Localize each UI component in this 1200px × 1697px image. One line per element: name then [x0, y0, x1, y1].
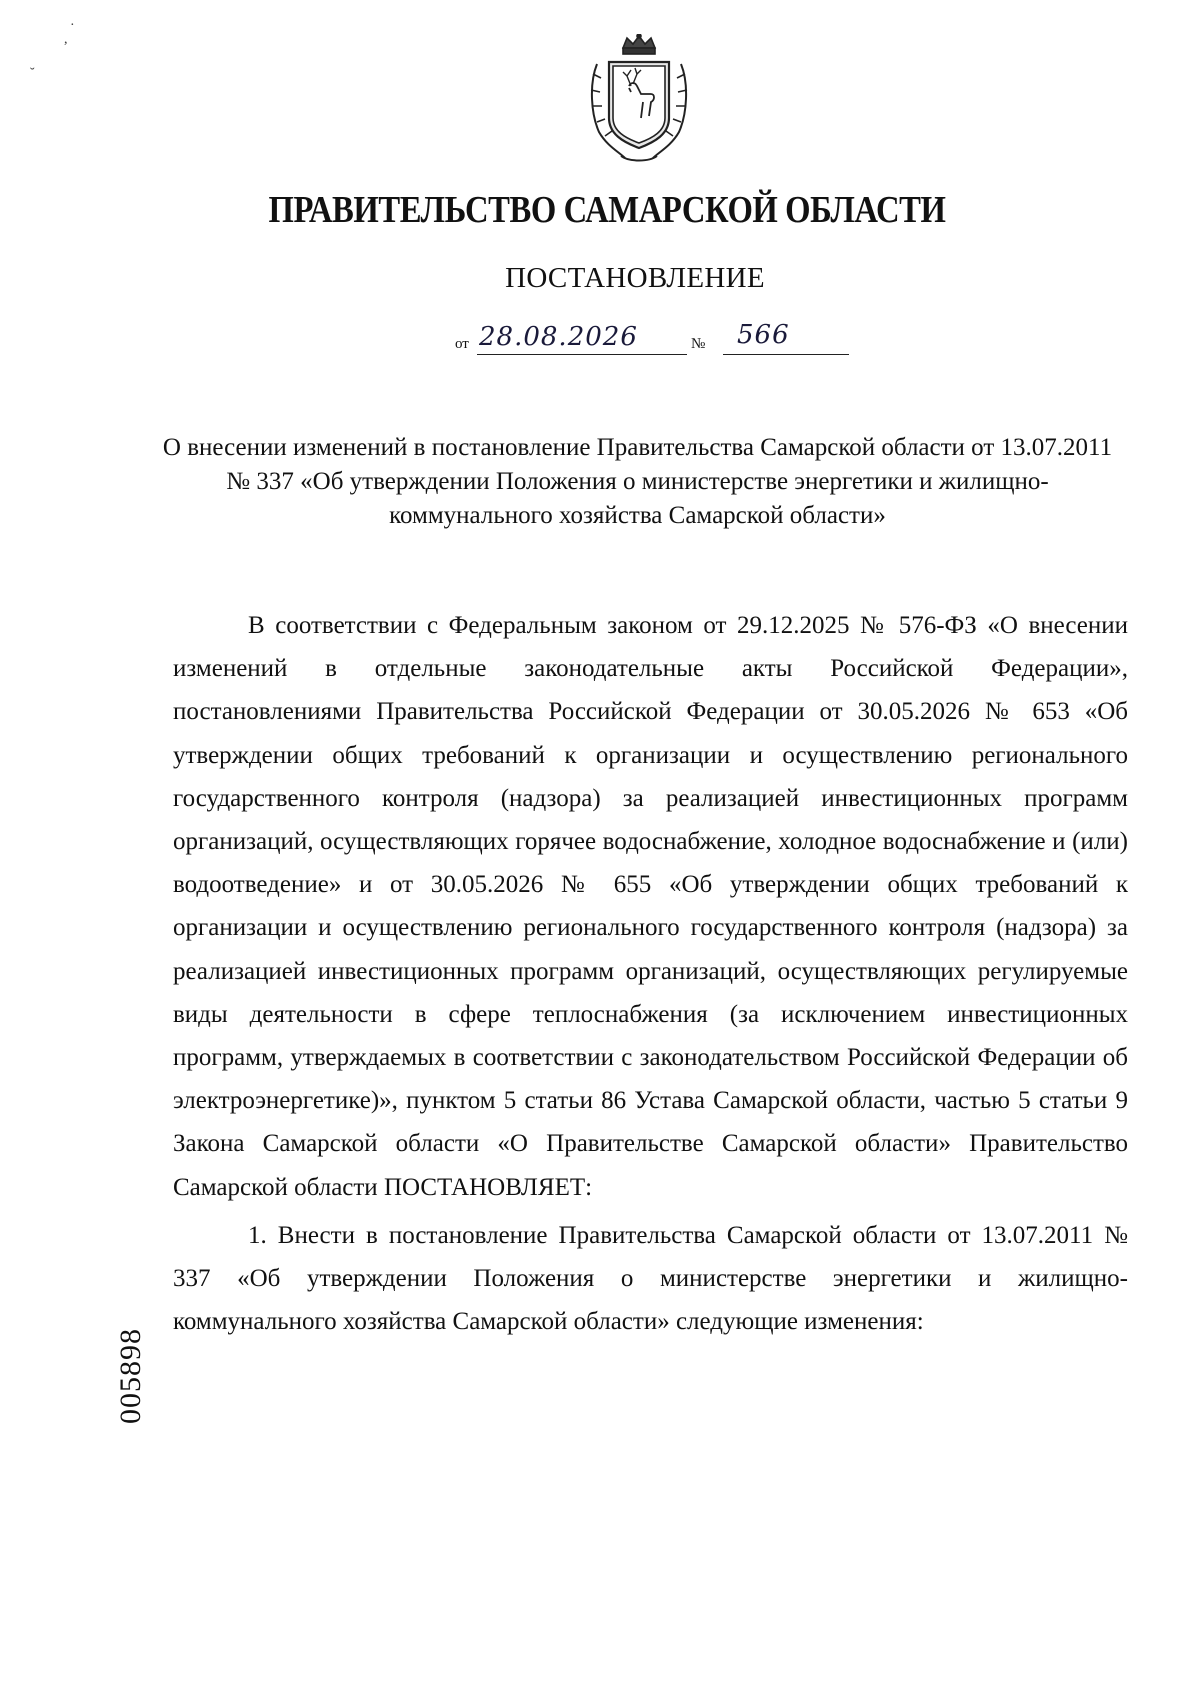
date-number-line — [455, 318, 855, 354]
number-prefix: № — [691, 336, 706, 352]
document-type: ПОСТАНОВЛЕНИЕ — [505, 262, 765, 294]
item-1-paragraph: 1. Внести в постановление Правительства Самарской области от 13.07.2011 № 337 «Об утверждении Положения о министерстве энергетики и жилищно-коммунального хозяйства Самарской области» следующие изменения: — [173, 1221, 1128, 1336]
scan-speck: ˘ — [30, 66, 35, 81]
document-subject: О внесении изменений в постановление Правительства Самарской области от 13.07.2011 № 337 «Об утверждении Положения о министерстве энергетики и жилищно-коммунального хозяйства Самарской области» — [162, 434, 1113, 529]
handwritten-date: 28.08.2026 — [479, 322, 638, 352]
scan-speck: , — [64, 32, 68, 47]
number-underline — [723, 354, 849, 355]
registration-number: 005898 — [114, 1328, 147, 1424]
government-title: ПРАВИТЕЛЬСТВО САМАРСКОЙ ОБЛАСТИ — [268, 189, 946, 231]
scan-speck: · — [70, 18, 75, 33]
preamble-paragraph: В соответствии с Федеральным законом от 29.12.2025 № 576-ФЗ «О внесении изменений в отдельные законодательные акты Российской Федерации», постановлениями Правительства Российской Федерации от 30.05.2026 № 653 «Об утверждении общих требований к организации и осуществлению регионального государственного контроля (надзора) за реализацией инвестиционных программ организаций, осуществляющих горячее водоснабжение, холодное водоснабжение и (или) водоотведение» и от 30.05.2026 № 655 «Об утверждении общих требований к организации и осуществлению регионального государственного контроля (надзора) за реализацией инвестиционных программ организаций, осуществляющих регулируемые виды деятельности в сфере теплоснабжения (за исключением инвестиционных программ, утверждаемых в соответствии с законодательством Российской Федерации об электроэнергетике)», пунктом 5 статьи 86 Устава Самарской области, частью 5 статьи 9 Закона Самарской области «О Правительстве Самарской области» Правительство Самарской области ПОСТАНОВЛЯЕТ: — [173, 612, 1128, 1201]
handwritten-number: 566 — [737, 320, 790, 350]
document-body — [173, 604, 1128, 1343]
samara-coat-of-arms-icon — [585, 34, 693, 166]
date-prefix: от — [455, 336, 469, 352]
date-underline — [477, 354, 687, 355]
